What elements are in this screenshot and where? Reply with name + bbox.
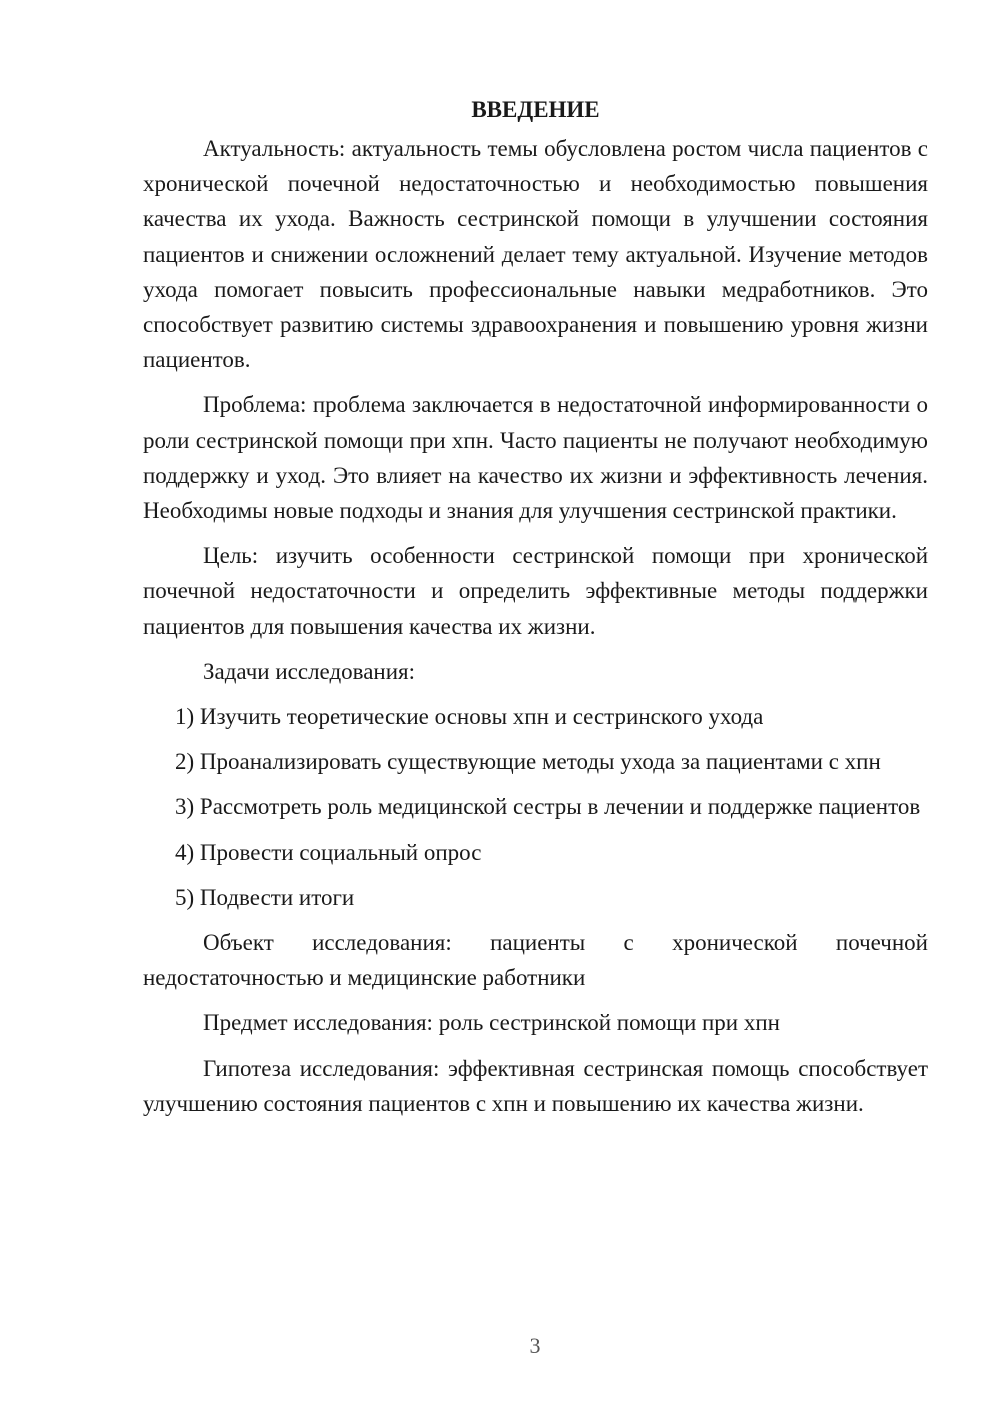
paragraph-subject: Предмет исследования: роль сестринской помощи при хпн	[203, 1010, 780, 1036]
page-content	[143, 92, 928, 1121]
paragraph-object: Объект исследования: пациенты с хронической почечной недостаточностью и медицинские работники	[143, 930, 928, 991]
paragraph-relevance: Актуальность: актуальность темы обусловлена ростом числа пациентов с хронической почечной недостаточностью и необходимостью повышения качества их ухода. Важность сестринской помощи в улучшении состояния пациентов и снижении осложнений делает тему актуальной. Изучение методов ухода помогает повысить профессиональные навыки медработников. Это способствует развитию системы здравоохранения и повышению уровня жизни пациентов.	[143, 136, 928, 373]
paragraph-tasks-heading: Задачи исследования:	[203, 658, 416, 684]
task-item-2: 2) Проанализировать существующие методы ухода за пациентами с хпн	[175, 749, 881, 775]
page-number: 3	[529, 1333, 541, 1358]
paragraph-hypothesis: Гипотеза исследования: эффективная сестринская помощь способствует улучшению состояния пациентов с хпн и повышению их качества жизни.	[143, 1055, 928, 1116]
task-item-1: 1) Изучить теоретические основы хпн и сестринского ухода	[175, 704, 764, 730]
paragraph-goal: Цель: изучить особенности сестринской помощи при хронической почечной недостаточности и определить эффективные методы поддержки пациентов для повышения качества их жизни.	[143, 543, 928, 639]
task-item-4: 4) Провести социальный опрос	[175, 839, 482, 865]
section-title: ВВЕДЕНИЕ	[471, 97, 600, 122]
task-item-3: 3) Рассмотреть роль медицинской сестры в лечении и поддержке пациентов	[175, 794, 921, 820]
paragraph-problem: Проблема: проблема заключается в недостаточной информированности о роли сестринской помощи при хпн. Часто пациенты не получают необходимую поддержку и уход. Это влияет на качество их жизни и эффективность лечения. Необходимы новые подходы и знания для улучшения сестринской практики.	[143, 392, 928, 524]
task-item-5: 5) Подвести итоги	[175, 884, 355, 910]
